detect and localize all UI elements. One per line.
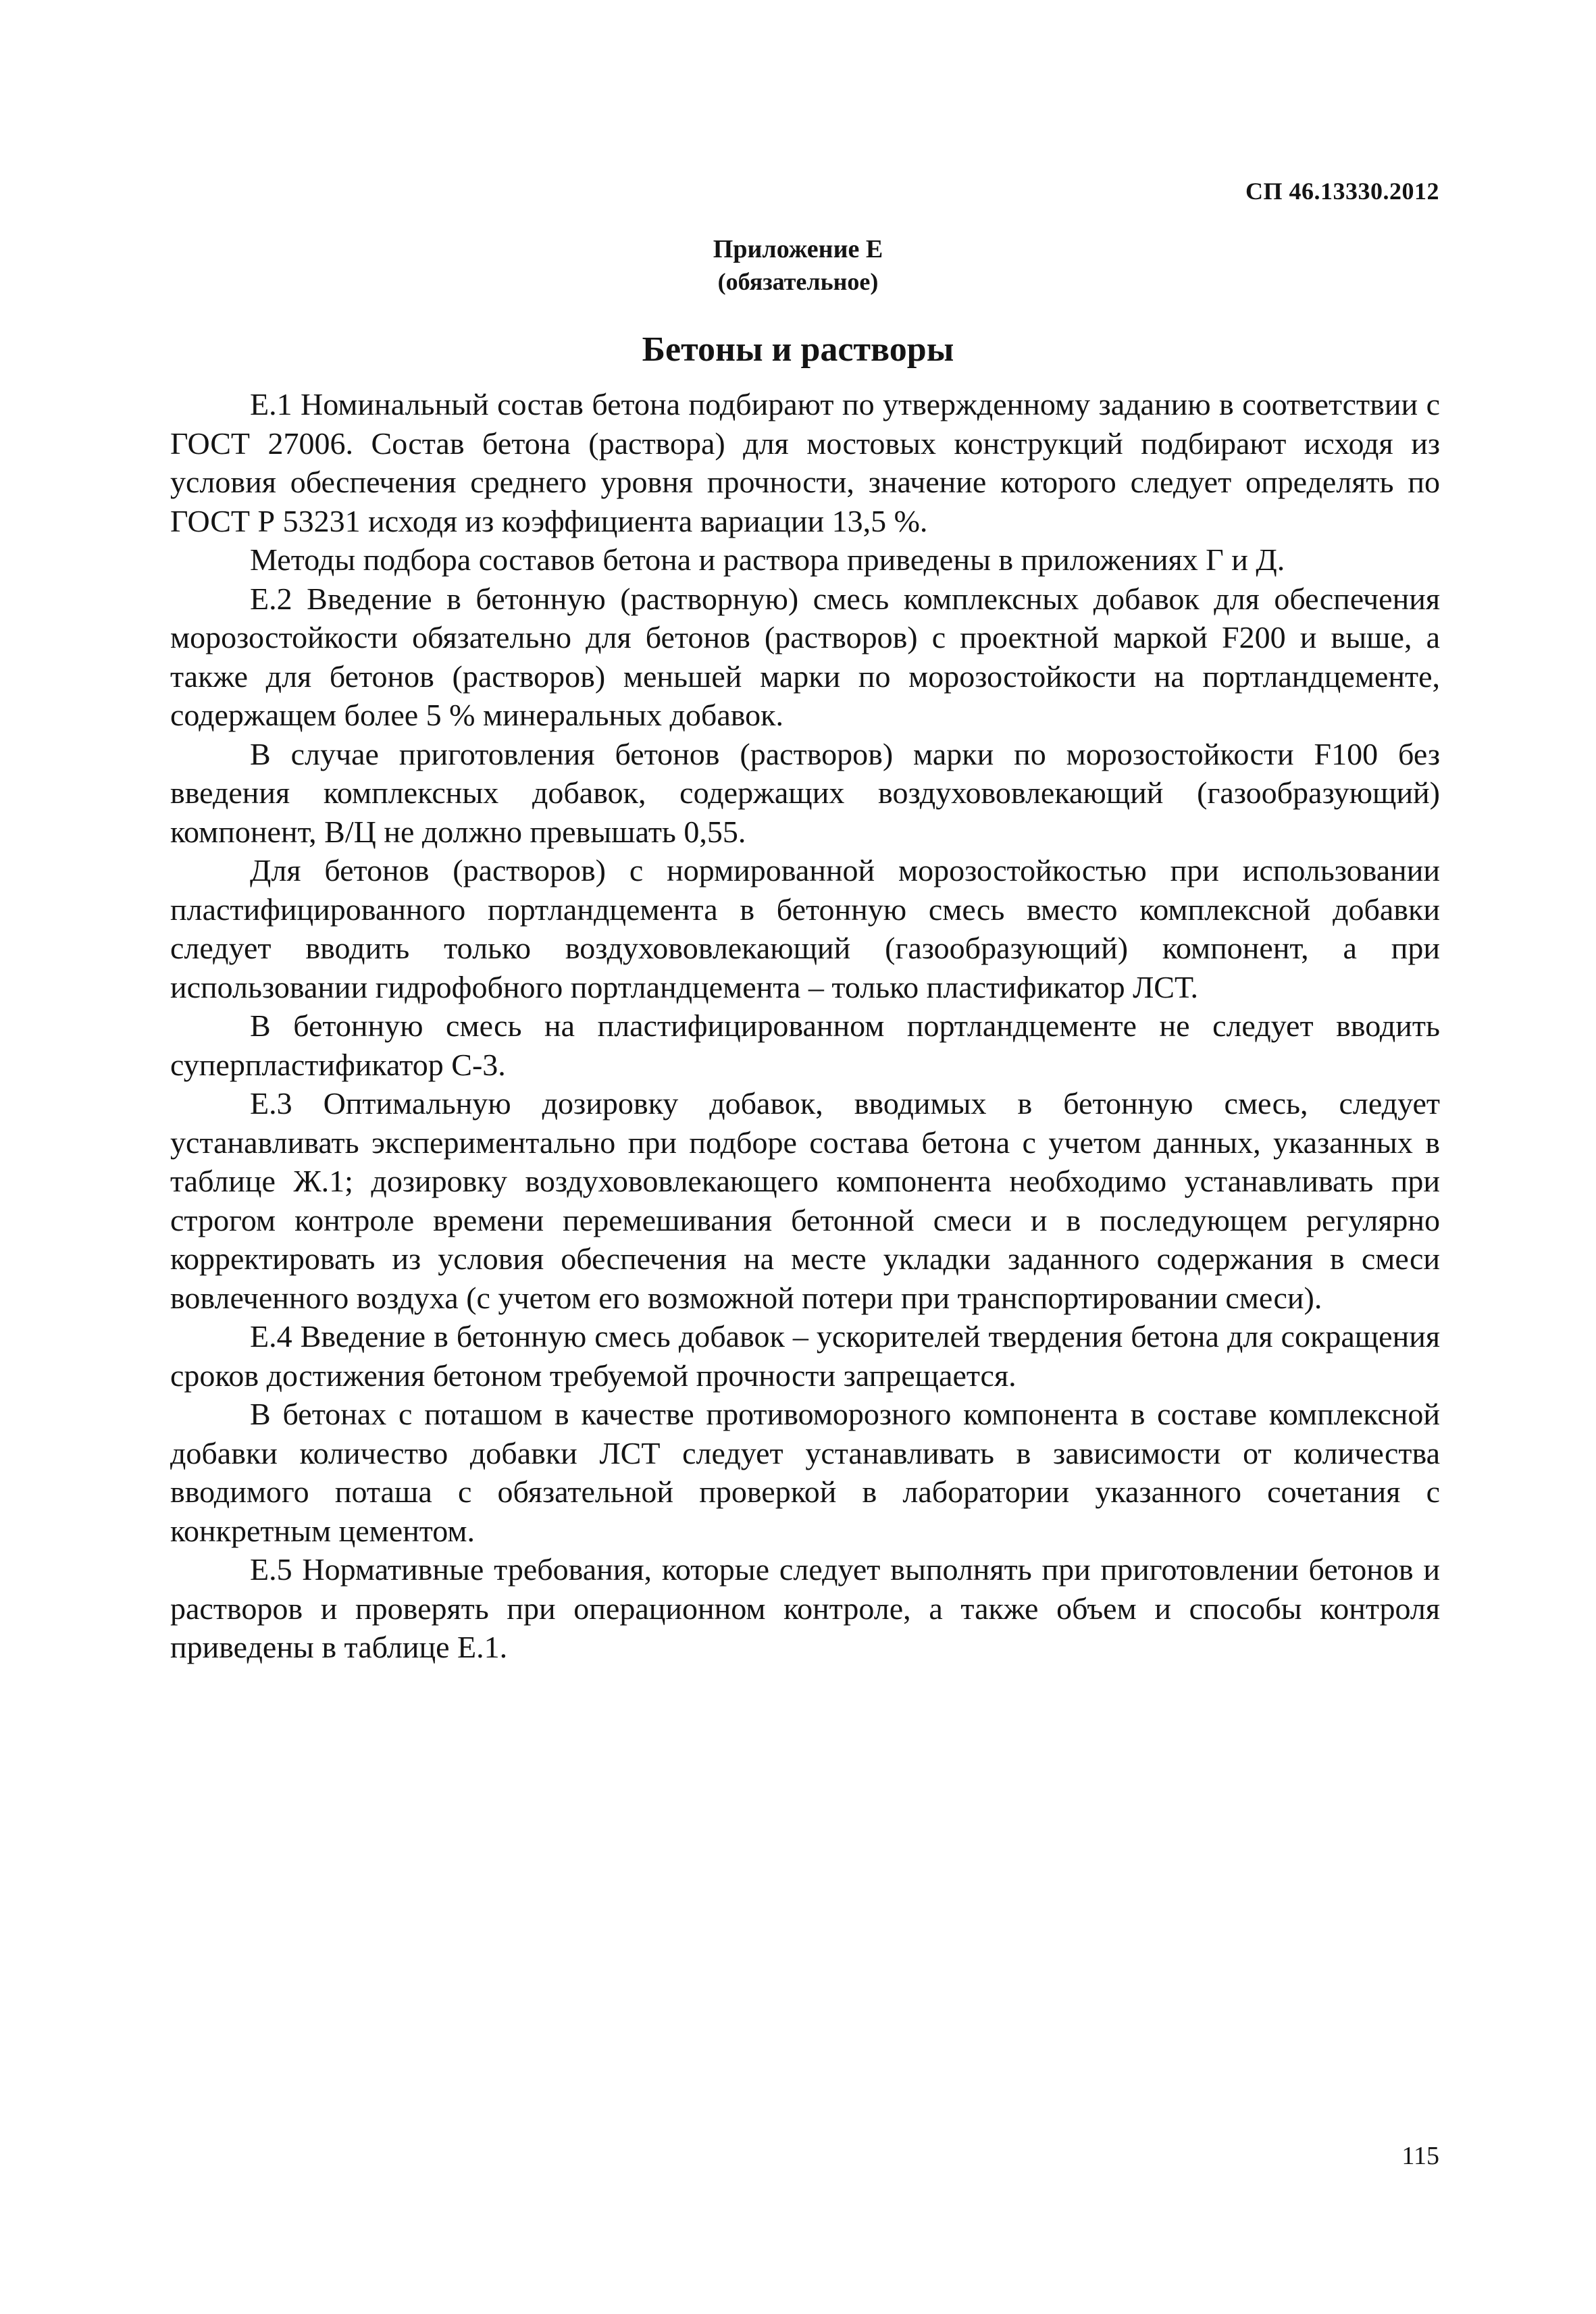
paragraph-methods: Методы подбора составов бетона и раствора приведены в приложениях Г и Д. <box>250 542 1285 577</box>
body-text <box>170 385 1440 1667</box>
paragraph-potash: В бетонах с поташом в качестве противоморозного компонента в составе комплексной добавки количество добавки ЛСТ следует устанавливать в зависимости от количества вводимого поташа с обязательной проверкой в лаборатории указанного сочетания с конкретным цементом. <box>170 1397 1440 1548</box>
paragraph-f100: В случае приготовления бетонов (растворов) марки по морозостойкости F100 без введения комплексных добавок, содержащих воздухововлекающий (газообразующий) компонент, В/Ц не должно превышать 0,55. <box>170 736 1440 849</box>
paragraph-e3: Е.3 Оптимальную дозировку добавок, вводимых в бетонную смесь, следует устанавливать экспериментально при подборе состава бетона с учетом данных, указанных в таблице Ж.1; дозировку воздухововлекающего компонента необходимо устанавливать при строгом контроле времени перемешивания бетонной смеси и в последующем регулярно корректировать из условия обеспечения на месте укладки заданного содержания в смеси вовлеченного воздуха (с учетом его возможной потери при транспортировании смеси). <box>170 1086 1440 1315</box>
paragraph-e4: Е.4 Введение в бетонную смесь добавок – ускорителей твердения бетона для сокращения сроков достижения бетоном требуемой прочности запрещается. <box>170 1319 1440 1393</box>
paragraph-plasticized: Для бетонов (растворов) с нормированной морозостойкостью при использовании пластифицированного портландцемента в бетонную смесь вместо комплексной добавки следует вводить только воздухововлекающий (газообразующий) компонент, а при использовании гидрофобного портландцемента – только пластификатор ЛСТ. <box>170 853 1440 1004</box>
section-title: Бетоны и растворы <box>642 330 954 369</box>
paragraph-e2: Е.2 Введение в бетонную (растворную) смесь комплексных добавок для обеспечения морозостойкости обязательно для бетонов (растворов) с проектной маркой F200 и выше, а также для бетонов (растворов) меньшей марки по морозостойкости на портландцементе, содержащем более 5 % минеральных добавок. <box>170 581 1440 732</box>
paragraph-superplasticizer: В бетонную смесь на пластифицированном портландцементе не следует вводить суперпластификатор С-3. <box>170 1008 1440 1082</box>
appendix-title: Приложение Е <box>713 235 883 263</box>
paragraph-e5: Е.5 Нормативные требования, которые следует выполнять при приготовлении бетонов и растворов и проверять при операционном контроле, а также объем и способы контроля приведены в таблице Е.1. <box>170 1552 1440 1664</box>
appendix-status: (обязательное) <box>717 268 879 295</box>
paragraph-e1: Е.1 Номинальный состав бетона подбирают по утвержденному заданию в соответствии с ГОСТ 27006. Состав бетона (раствора) для мостовых конструкций подбирают исходя из условия обеспечения среднего уровня прочности, значение которого следует определять по ГОСТ Р 53231 исходя из коэффициента вариации 13,5 %. <box>170 387 1440 538</box>
appendix-heading <box>0 233 1596 298</box>
page-number: 115 <box>1401 2142 1439 2170</box>
document-code: СП 46.13330.2012 <box>1245 178 1439 205</box>
